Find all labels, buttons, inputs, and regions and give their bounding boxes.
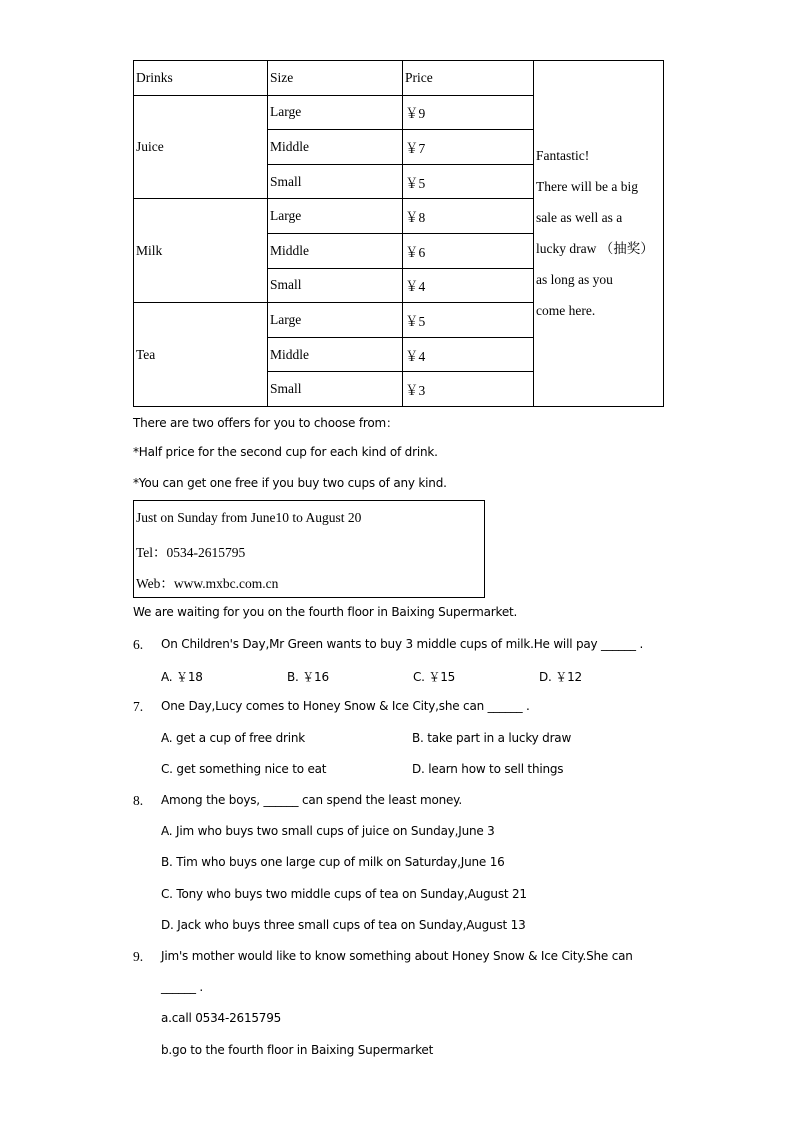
size-cell: Middle [268, 130, 403, 165]
price-cell: ￥9 [403, 95, 534, 130]
q7-option-a: A. get a cup of free drink [161, 731, 306, 745]
price-cell: ￥4 [403, 268, 534, 303]
offers-intro: There are two offers for you to choose from： [133, 416, 398, 430]
q6-text: On Children's Day,Mr Green wants to buy 3 middle cups of milk.He will pay ______ . [161, 637, 644, 651]
q8-option-b: B. Tim who buys one large cup of milk on Saturday,June 16 [161, 855, 505, 869]
q6-number: 6. [133, 637, 144, 652]
q8-option-d: D. Jack who buys three small cups of tea on Sunday,August 13 [161, 918, 526, 932]
header-size: Size [268, 61, 403, 96]
q7-number: 7. [133, 699, 144, 714]
offer-2: *You can get one free if you buy two cups of any kind. [133, 476, 447, 490]
price-cell: ￥4 [403, 337, 534, 372]
q8-number: 8. [133, 793, 144, 808]
q9-choice-b: b.go to the fourth floor in Baixing Supermarket [161, 1043, 434, 1057]
price-cell: ￥8 [403, 199, 534, 234]
q9-number: 9. [133, 949, 144, 964]
size-cell: Middle [268, 337, 403, 372]
size-cell: Small [268, 164, 403, 199]
q9-text: Jim's mother would like to know something about Honey Snow & Ice City.She can [161, 949, 633, 963]
size-cell: Small [268, 372, 403, 407]
q7-option-b: B. take part in a lucky draw [412, 731, 572, 745]
q6-option-b: B. ￥16 [287, 670, 329, 684]
drink-tea: Tea [134, 303, 268, 407]
offer-1: *Half price for the second cup for each kind of drink. [133, 445, 438, 459]
price-cell: ￥7 [403, 130, 534, 165]
q7-option-c: C. get something nice to eat [161, 762, 327, 776]
size-cell: Large [268, 199, 403, 234]
q8-option-c: C. Tony who buys two middle cups of tea on Sunday,August 21 [161, 887, 527, 901]
info-tel: Tel：0534-2615795 [136, 545, 246, 560]
q8-option-a: A. Jim who buys two small cups of juice on Sunday,June 3 [161, 824, 495, 838]
price-cell: ￥3 [403, 372, 534, 407]
q6-option-d: D. ￥12 [539, 670, 582, 684]
q7-option-d: D. learn how to sell things [412, 762, 564, 776]
size-cell: Middle [268, 233, 403, 268]
info-web: Web：www.mxbc.com.cn [136, 576, 279, 591]
promo-note: Fantastic! There will be a big sale as well as a lucky draw （抽奖） as long as you come here. [534, 61, 664, 407]
price-table [133, 60, 664, 407]
info-dates: Just on Sunday from June10 to August 20 [136, 510, 362, 525]
size-cell: Large [268, 303, 403, 338]
q9-blank: ______ . [161, 980, 204, 994]
price-cell: ￥6 [403, 233, 534, 268]
q6-option-a: A. ￥18 [161, 670, 203, 684]
table-header-row [134, 61, 664, 96]
header-drinks: Drinks [134, 61, 268, 96]
size-cell: Large [268, 95, 403, 130]
header-price: Price [403, 61, 534, 96]
drink-juice: Juice [134, 95, 268, 199]
q9-choice-a: a.call 0534-2615795 [161, 1011, 282, 1025]
location-text: We are waiting for you on the fourth floor in Baixing Supermarket. [133, 605, 518, 619]
size-cell: Small [268, 268, 403, 303]
price-cell: ￥5 [403, 303, 534, 338]
q7-text: One Day,Lucy comes to Honey Snow & Ice City,she can ______ . [161, 699, 530, 713]
q8-text: Among the boys, ______ can spend the least money. [161, 793, 462, 807]
info-box [133, 500, 485, 598]
price-cell: ￥5 [403, 164, 534, 199]
q6-option-c: C. ￥15 [413, 670, 456, 684]
drink-milk: Milk [134, 199, 268, 303]
